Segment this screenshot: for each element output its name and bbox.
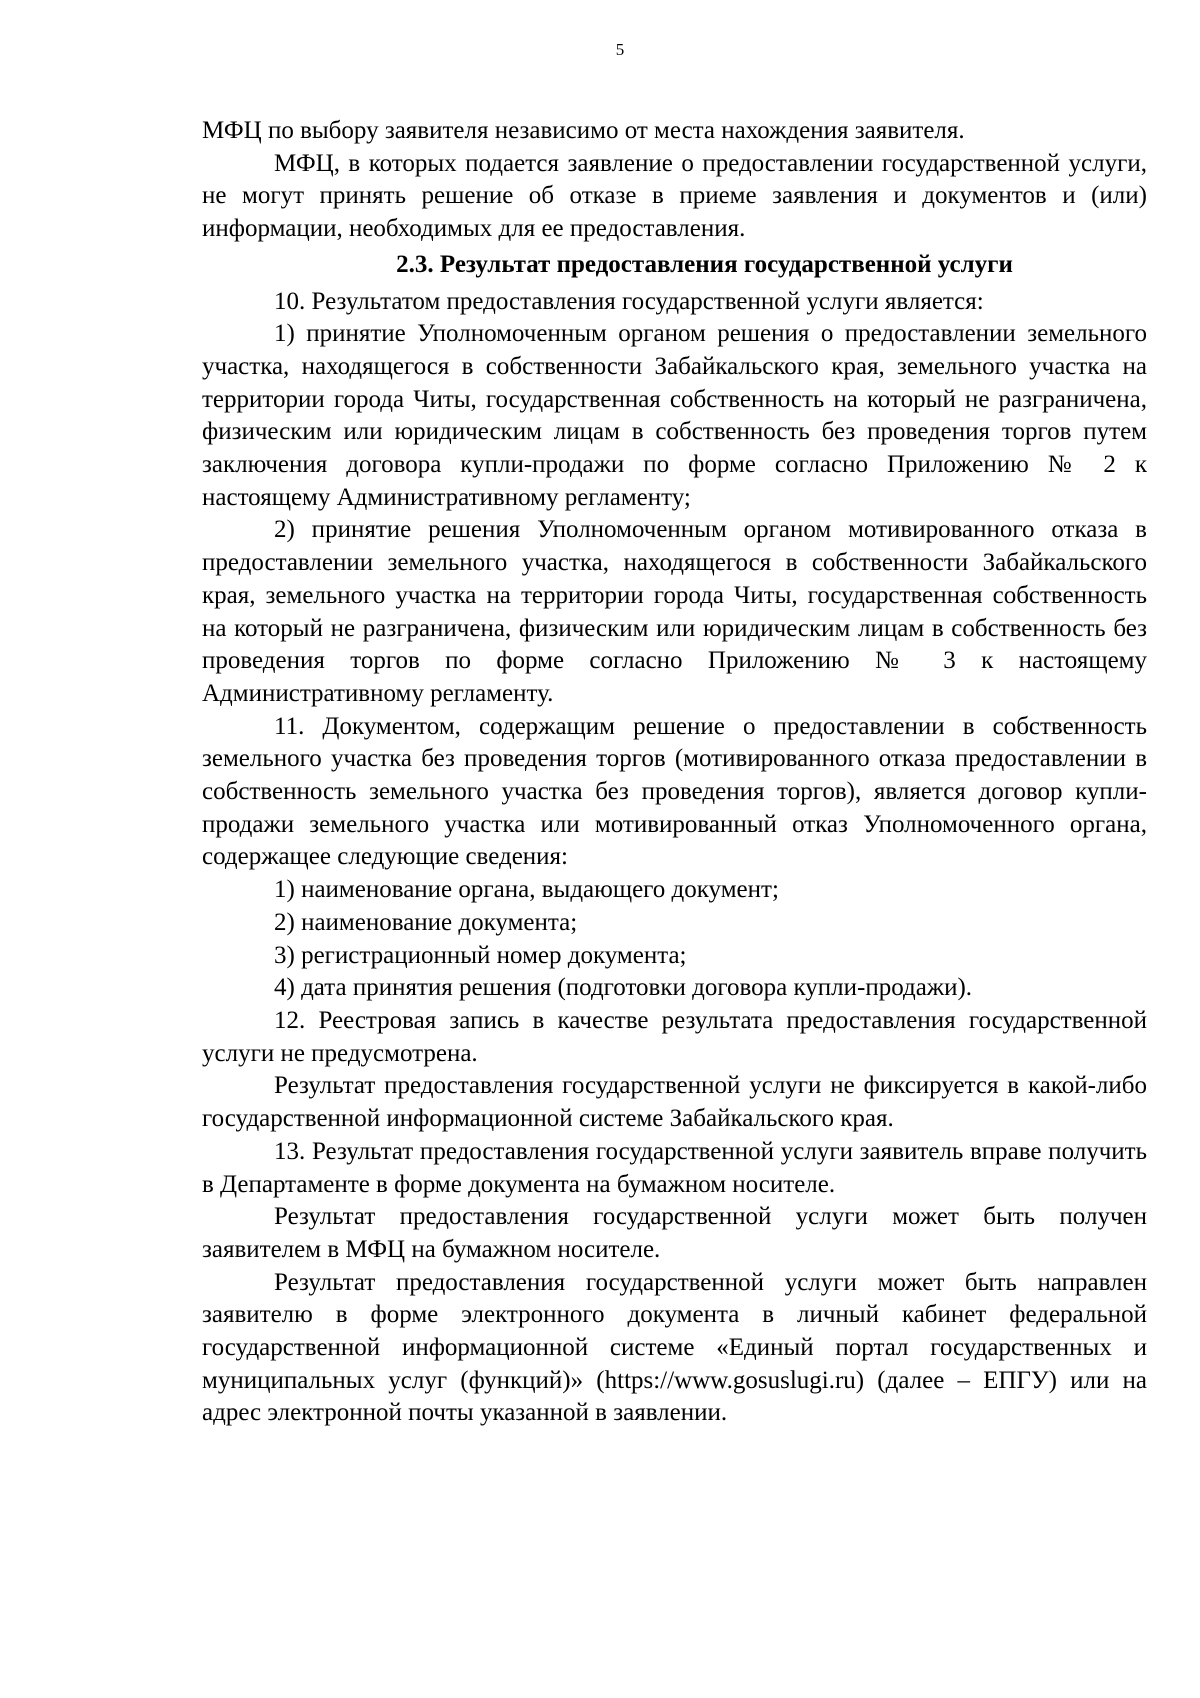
paragraph: 3) регистрационный номер документа; [274, 941, 687, 969]
paragraph: 2) принятие решения Уполномоченным органом мотивированного отказа в предоставлении земельного участка, находящегося в собственности Забайкальского края, земельного участка на территории города Читы, государственная собственность на который не разграничена, физическим или юридическим лицам в собственность без проведения торгов по форме согласно Приложению № 3 к настоящему Административному регламенту. [202, 516, 1147, 707]
paragraph: Результат предоставления государственной услуги может быть получен заявителем в МФЦ на бумажном носителе. [202, 1203, 1147, 1263]
paragraph: 1) принятие Уполномоченным органом решения о предоставлении земельного участка, находящегося в собственности Забайкальского края, земельного участка на территории города Читы, государственная собственность на который не разграничена, физическим или юридическим лицам в собственность без проведения торгов путем заключения договора купли-продажи по форме согласно Приложению № 2 к настоящему Административному регламенту; [202, 320, 1147, 511]
paragraph: 12. Реестровая запись в качестве результата предоставления государственной услуги не предусмотрена. [202, 1006, 1147, 1067]
section-after-heading [202, 286, 1147, 1431]
page-number: 5 [615, 40, 625, 59]
paragraph: 13. Результат предоставления государственной услуги заявитель вправе получить в Департаменте в форме документа на бумажном носителе. [202, 1137, 1147, 1198]
section-heading: 2.3. Результат предоставления государственной услуги [396, 250, 1013, 278]
paragraph: 4) дата принятия решения (подготовки договора купли-продажи). [274, 974, 973, 1002]
section-before-heading [202, 115, 1147, 246]
paragraph: 1) наименование органа, выдающего документ; [274, 876, 779, 904]
paragraph: Результат предоставления государственной услуги может быть направлен заявителю в форме электронного документа в личный кабинет федеральной государственной информационной системе «Единый портал государственных и муниципальных услуг (функций)» (https://www.gosuslugi.ru) (далее – ЕПГУ) или на адрес электронной почты указанной в заявлении. [202, 1268, 1147, 1427]
document-body [202, 115, 1147, 1430]
paragraph: 11. Документом, содержащим решение о предоставлении в собственность земельного участка без проведения торгов (мотивированного отказа предоставлении в собственность земельного участка без проведения торгов), является договор купли-продажи земельного участка или мотивированный отказ Уполномоченного органа, содержащее следующие сведения: [202, 712, 1147, 871]
paragraph: 10. Результатом предоставления государственной услуги является: [274, 287, 984, 315]
paragraph: МФЦ по выбору заявителя независимо от места нахождения заявителя. [202, 117, 965, 144]
paragraph: МФЦ, в которых подается заявление о предоставлении государственной услуги, не могут принять решение об отказе в приеме заявления и документов и (или) информации, необходимых для ее предоставления. [202, 149, 1147, 243]
paragraph: 2) наименование документа; [274, 908, 578, 936]
paragraph: Результат предоставления государственной услуги не фиксируется в какой-либо государственной информационной системе Забайкальского края. [202, 1072, 1147, 1133]
